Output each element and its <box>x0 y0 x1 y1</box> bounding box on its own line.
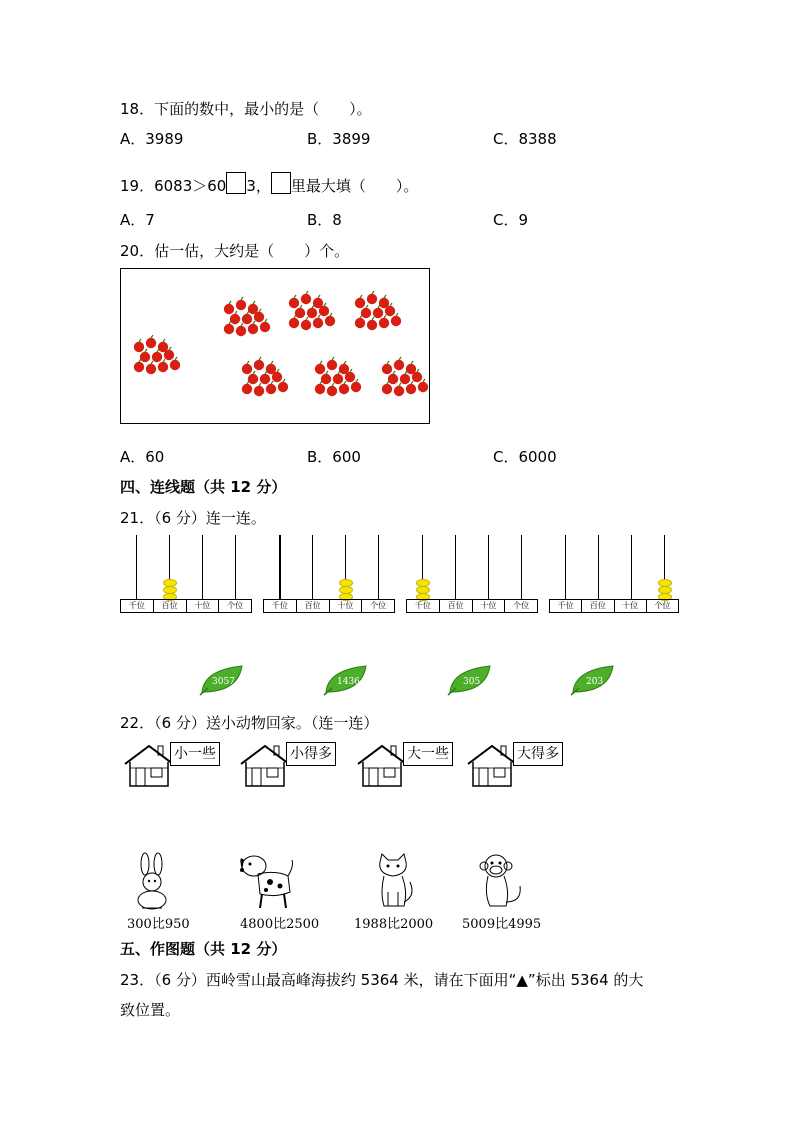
apple <box>158 362 168 372</box>
house-4-label: 大得多 <box>513 742 563 766</box>
apple <box>355 298 365 308</box>
apple-stem <box>247 381 249 384</box>
apple-stem <box>241 297 243 300</box>
apple-stem <box>318 295 320 298</box>
apple-stem <box>372 317 374 320</box>
apple-stem <box>294 315 296 318</box>
apple-stem <box>277 369 279 372</box>
apple-stem <box>332 357 334 360</box>
apple-stem <box>411 361 413 364</box>
abacus-3-label-tens: 十位 <box>473 600 506 612</box>
apple <box>315 384 325 394</box>
q20-option-b[interactable]: B．600 <box>307 448 361 466</box>
apple-stem <box>139 339 141 342</box>
apple <box>367 320 377 330</box>
house-3[interactable] <box>355 742 449 794</box>
apple <box>146 338 156 348</box>
apple-stem <box>423 379 425 382</box>
apple <box>266 384 276 394</box>
apple <box>361 308 371 318</box>
apple <box>418 382 428 392</box>
house-icon <box>465 742 519 790</box>
apple <box>254 312 264 322</box>
apple-stem <box>320 381 322 384</box>
monkey-icon[interactable] <box>476 852 526 912</box>
apple-stem <box>271 361 273 364</box>
apple <box>367 294 377 304</box>
apple <box>272 372 282 382</box>
apple <box>260 322 270 332</box>
q19-blank-box[interactable] <box>226 172 246 194</box>
q19-box-ref <box>271 172 291 194</box>
leaf-203[interactable] <box>569 662 619 698</box>
apple-stem <box>163 359 165 362</box>
abacus-1-label-tens: 十位 <box>187 600 220 612</box>
apple <box>295 308 305 318</box>
apple-stem <box>247 311 249 314</box>
house-2[interactable] <box>238 742 332 794</box>
apple-stem <box>411 381 413 384</box>
apple <box>242 384 252 394</box>
rabbit-icon[interactable] <box>130 852 174 912</box>
apple-stem <box>253 301 255 304</box>
apple-stem <box>318 315 320 318</box>
apple-stem <box>283 379 285 382</box>
apple <box>140 352 150 362</box>
apple <box>379 318 389 328</box>
apple <box>260 374 270 384</box>
abacus-2-label-thousands: 千位 <box>264 600 297 612</box>
section-4-title: 四、连线题（共 12 分） <box>120 478 287 496</box>
apple <box>242 364 252 374</box>
apple-picture-frame <box>120 268 430 424</box>
apple <box>382 384 392 394</box>
apple <box>236 300 246 310</box>
apple-stem <box>175 357 177 360</box>
apple <box>412 372 422 382</box>
apple <box>382 364 392 374</box>
apple-stem <box>300 305 302 308</box>
apple-stem <box>330 313 332 316</box>
leaf-305-label: 305 <box>463 677 481 687</box>
apple-stem <box>324 303 326 306</box>
q20-option-a[interactable]: A．60 <box>120 448 165 466</box>
q19-stem <box>120 172 418 194</box>
animal-caption-dog: 4800比2500 <box>240 917 320 932</box>
house-icon <box>355 742 409 790</box>
house-2-label: 小得多 <box>286 742 336 766</box>
q23-stem-line-2: 致位置。 <box>120 1001 181 1019</box>
apple <box>394 386 404 396</box>
abacus-4-label-thousands: 千位 <box>550 600 582 612</box>
apple <box>327 360 337 370</box>
apple-stem <box>326 371 328 374</box>
abacus-2-label-ones: 个位 <box>370 601 387 610</box>
q23-stem-line-1: 23．（6 分）西岭雪山最高峰海拔约 5364 米，请在下面用“▲”标出 5364 的大 <box>120 971 644 989</box>
apple-stem <box>235 311 237 314</box>
apple-stem <box>139 359 141 362</box>
apple-stem <box>259 309 261 312</box>
apple <box>355 318 365 328</box>
apple <box>319 306 329 316</box>
apple <box>254 386 264 396</box>
apple <box>327 386 337 396</box>
q19-option-b[interactable]: B．8 <box>307 211 342 229</box>
leaf-203-label: 203 <box>586 677 604 687</box>
apple-stem <box>151 335 153 338</box>
q18-stem: 18．下面的数中，最小的是（ ）。 <box>120 100 372 118</box>
apple-stem <box>366 305 368 308</box>
q18-option-c[interactable]: C．8388 <box>493 130 557 148</box>
apple <box>152 352 162 362</box>
apple-stem <box>169 347 171 350</box>
apple-stem <box>356 379 358 382</box>
apple <box>236 326 246 336</box>
apple <box>164 350 174 360</box>
abacus-2-label-tens: 十位 <box>330 600 363 612</box>
apple-stem <box>229 301 231 304</box>
apple-stem <box>338 371 340 374</box>
abacus-4-label-hundreds: 百位 <box>582 600 614 612</box>
apple <box>385 306 395 316</box>
apple-stem <box>405 371 407 374</box>
house-3-label: 大一些 <box>403 742 453 766</box>
apple <box>230 314 240 324</box>
apple-stem <box>312 305 314 308</box>
apple-stem <box>417 369 419 372</box>
q19-stem-part-a: 19．6083＞60 <box>120 177 227 195</box>
abacus-2-label-hundreds: 百位 <box>297 600 330 612</box>
apple <box>289 298 299 308</box>
apple <box>345 372 355 382</box>
apple-stem <box>399 383 401 386</box>
apple-stem <box>384 295 386 298</box>
q21-stem: 21．（6 分）连一连。 <box>120 509 266 527</box>
q18-option-a[interactable]: A．3989 <box>120 130 184 148</box>
q18-option-b[interactable]: B．3899 <box>307 130 371 148</box>
apple-stem <box>399 357 401 360</box>
apple <box>242 314 252 324</box>
apple-stem <box>265 371 267 374</box>
apple <box>134 342 144 352</box>
apple-stem <box>241 323 243 326</box>
apple-stem <box>390 303 392 306</box>
apple-stem <box>163 339 165 342</box>
animal-caption-cat: 1988比2000 <box>354 917 434 932</box>
apple-stem <box>265 319 267 322</box>
apple <box>224 324 234 334</box>
abacus-4-label-ones: 个位 <box>654 601 671 610</box>
cat-icon[interactable] <box>370 852 418 912</box>
apple <box>224 304 234 314</box>
apple <box>321 374 331 384</box>
apple-stem <box>151 361 153 364</box>
animal-caption-rabbit: 300比950 <box>127 917 190 932</box>
q22-stem: 22．（6 分）送小动物回家。（连一连） <box>120 714 379 732</box>
q19-stem-part-c: 里最大填（ ）。 <box>290 177 419 195</box>
apple-stem <box>294 295 296 298</box>
q19-option-c[interactable]: C．9 <box>493 211 529 229</box>
leaf-305[interactable] <box>446 662 496 698</box>
house-1[interactable] <box>122 742 216 794</box>
house-icon <box>122 742 176 790</box>
apple <box>315 364 325 374</box>
apple-stem <box>378 305 380 308</box>
apple-stem <box>320 361 322 364</box>
leaf-3057[interactable] <box>198 662 248 698</box>
apple <box>134 362 144 372</box>
apple <box>146 364 156 374</box>
abacus-3-label-thousands: 千位 <box>407 600 440 612</box>
abacus-3-label-ones: 个位 <box>513 601 530 610</box>
apple-stem <box>247 361 249 364</box>
apple <box>388 374 398 384</box>
apple-stem <box>384 315 386 318</box>
apple-stem <box>157 349 159 352</box>
apple-stem <box>259 383 261 386</box>
apple-stem <box>387 361 389 364</box>
apple <box>307 308 317 318</box>
apple <box>254 360 264 370</box>
apple-stem <box>344 361 346 364</box>
apple-stem <box>360 315 362 318</box>
apple <box>248 324 258 334</box>
animal-caption-monkey: 5009比4995 <box>462 917 542 932</box>
house-4[interactable] <box>465 742 559 794</box>
apple <box>301 320 311 330</box>
apple-stem <box>332 383 334 386</box>
apple <box>406 384 416 394</box>
apple <box>301 294 311 304</box>
leaf-1436-label: 1436 <box>337 677 360 687</box>
apple-stem <box>271 381 273 384</box>
section-5-title: 五、作图题（共 12 分） <box>120 940 287 958</box>
abacus-1-label-ones: 个位 <box>227 601 244 610</box>
apple-stem <box>306 291 308 294</box>
apple <box>248 374 258 384</box>
apple <box>325 316 335 326</box>
apple <box>394 360 404 370</box>
apple-stem <box>396 313 398 316</box>
leaf-3057-label: 3057 <box>212 677 235 687</box>
q20-stem: 20．估一估，大约是（ ）个。 <box>120 242 350 260</box>
apple <box>313 318 323 328</box>
apple-stem <box>372 291 374 294</box>
house-icon <box>238 742 292 790</box>
q19-option-a[interactable]: A．7 <box>120 211 155 229</box>
abacus-1-label-thousands: 千位 <box>121 600 154 612</box>
q19-stem-part-b: 3， <box>246 177 271 195</box>
leaf-1436[interactable] <box>322 662 372 698</box>
apple-stem <box>253 321 255 324</box>
apple-stem <box>306 317 308 320</box>
apple-stem <box>393 371 395 374</box>
apple-stem <box>387 381 389 384</box>
apple-stem <box>229 321 231 324</box>
abacus-4-label-tens: 十位 <box>615 600 647 612</box>
apple-stem <box>145 349 147 352</box>
abacus-3-label-hundreds: 百位 <box>440 600 473 612</box>
apple-stem <box>344 381 346 384</box>
apple <box>333 374 343 384</box>
house-1-label: 小一些 <box>170 742 220 766</box>
apple-cluster-image <box>121 269 429 423</box>
apple-stem <box>350 369 352 372</box>
apple <box>289 318 299 328</box>
apple-stem <box>259 357 261 360</box>
dog-icon[interactable] <box>236 852 296 912</box>
apple-stem <box>253 371 255 374</box>
abacus-1-label-hundreds: 百位 <box>154 600 187 612</box>
apple <box>373 308 383 318</box>
apple <box>351 382 361 392</box>
q20-option-c[interactable]: C．6000 <box>493 448 557 466</box>
apple-stem <box>360 295 362 298</box>
apple <box>400 374 410 384</box>
apple <box>339 384 349 394</box>
apple <box>278 382 288 392</box>
apple <box>170 360 180 370</box>
apple <box>391 316 401 326</box>
